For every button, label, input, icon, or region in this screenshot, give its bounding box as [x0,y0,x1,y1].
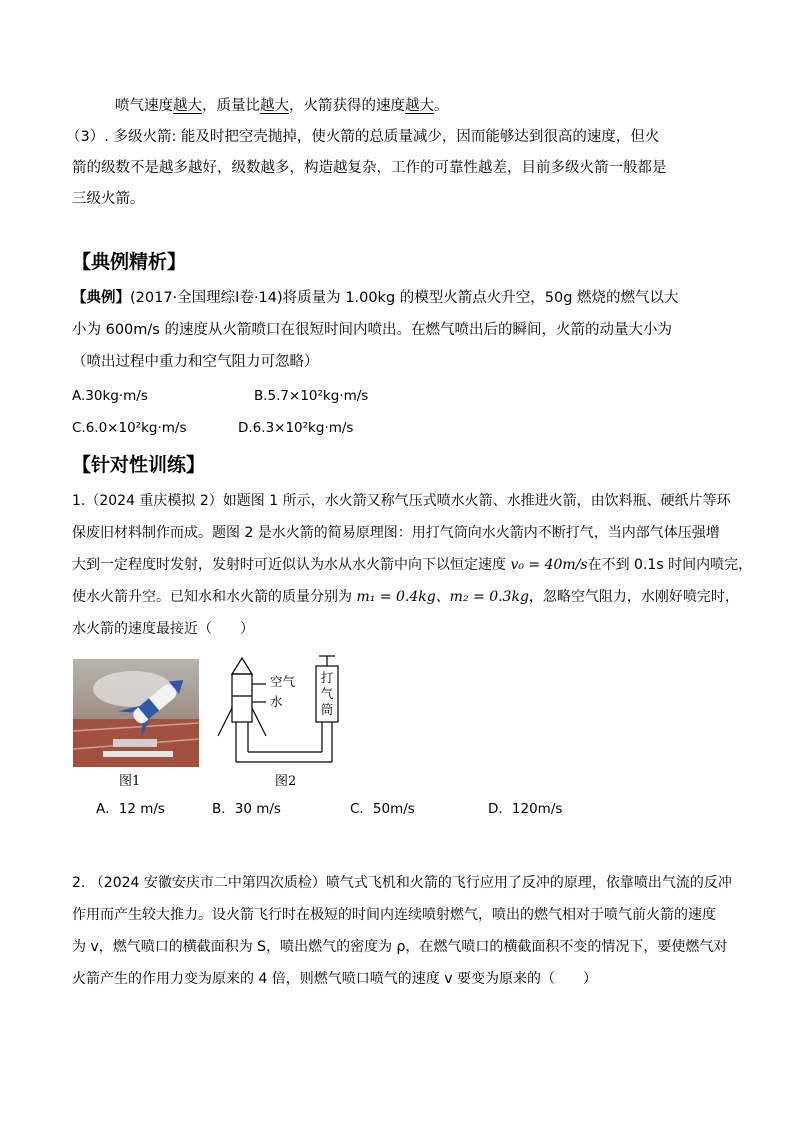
summary-text: ，火箭获得的速度 [289,98,405,114]
q2-line: 火箭产生的作用力变为原来的 4 倍，则燃气喷口喷气的速度 v 要变为原来的（ ） [72,971,597,987]
q1-text: ，忽略空气阻力，水刚好喷完时， [528,589,739,605]
example-line: 小为 600m/s 的速度从火箭喷口在很短时间内喷出。在燃气喷出后的瞬间，火箭的动量大小为 [72,322,672,338]
q1-line: 水火箭的速度最接近（ ） [72,621,254,637]
label-air: 空气 [270,674,296,689]
example-option-b: B.5.7×10²kg·m/s [254,388,369,404]
water-rocket-photo-graphic [73,659,199,767]
q1-option-b: B．30 m/s [212,801,281,817]
q1-text: 使水火箭升空。已知水和水火箭的质量分别为 [72,589,352,605]
section-heading-training: 【针对性训练】 [72,454,206,476]
q1-line [72,555,753,575]
summary-underlined: 越大 [173,98,202,114]
q1-option-c: C．50m/s [350,801,415,817]
example-text: (2017·全国理综Ⅰ卷·14)将质量为 1.00kg 的模型火箭点火升空，50g 燃烧的燃气以大 [130,290,679,306]
q1-velocity: v₀ = 40m/s [510,557,588,573]
summary-text: 喷气速度 [115,98,173,114]
example-label: 【典例】 [72,290,130,306]
water-rocket-photo [73,659,199,767]
example-option-d: D.6.3×10²kg·m/s [238,420,354,436]
multi-stage-line: （3）. 多级火箭: 能及时把空壳抛掉，使火箭的总质量减少，因而能够达到很高的速度，但火 [66,129,660,145]
multi-stage-line: 三级火箭。 [72,191,145,207]
q1-option-d: D．120m/s [488,801,563,817]
summary-underlined: 越大 [405,98,434,114]
q1-line: 1.（2024 重庆模拟 2）如题图 1 所示，水火箭又称气压式喷水火箭、水推进火箭，由饮料瓶、硬纸片等环 [72,493,731,509]
q1-text: 在不到 0.1s 时间内喷完， [587,557,753,573]
figure2-caption: 图2 [275,774,297,789]
multi-stage-line: 箭的级数不是越多越好，级数越多，构造越复杂，工作的可靠性越差，目前多级火箭一般都是 [72,160,667,176]
example-option-c: C.6.0×10²kg·m/s [72,420,187,436]
q2-line: 为 v，燃气喷口的横截面积为 S，喷出燃气的密度为 ρ，在燃气喷口的横截面积不变的情况下，要使燃气对 [72,939,728,955]
q2-line: 2. （2024 安徽安庆市二中第四次质检）喷气式飞机和火箭的飞行应用了反冲的原理，依靠喷出气流的反冲 [72,875,732,891]
section-heading-example: 【典例精析】 [72,251,187,273]
figure1-caption: 图1 [119,774,141,789]
example-line: （喷出过程中重力和空气阻力可忽略） [72,354,319,370]
q1-line [72,587,739,607]
q1-option-a: A．12 m/s [96,801,165,817]
summary-text: 。 [434,98,449,114]
q1-line: 保废旧材料制作而成。题图 2 是水火箭的简易原理图：用打气筒向水火箭内不断打气，当内部气体压强增 [72,525,720,541]
summary-text: ，质量比 [202,98,260,114]
example-line [72,288,732,308]
label-pump: 打气筒 [320,670,334,717]
label-water: 水 [270,694,283,709]
q2-line: 作用而产生较大推力。设火箭飞行时在极短的时间内连续喷射燃气，喷出的燃气相对于喷气前火箭的速度 [72,907,716,923]
example-option-a: A.30kg·m/s [72,388,148,404]
q1-masses: m₁ = 0.4kg、m₂ = 0.3kg [356,589,529,605]
summary-line [115,96,775,116]
q1-text: 大到一定程度时发射，发射时可近似认为水从水火箭中向下以恒定速度 [72,557,506,573]
summary-underlined: 越大 [260,98,289,114]
water-rocket-diagram [212,652,352,770]
